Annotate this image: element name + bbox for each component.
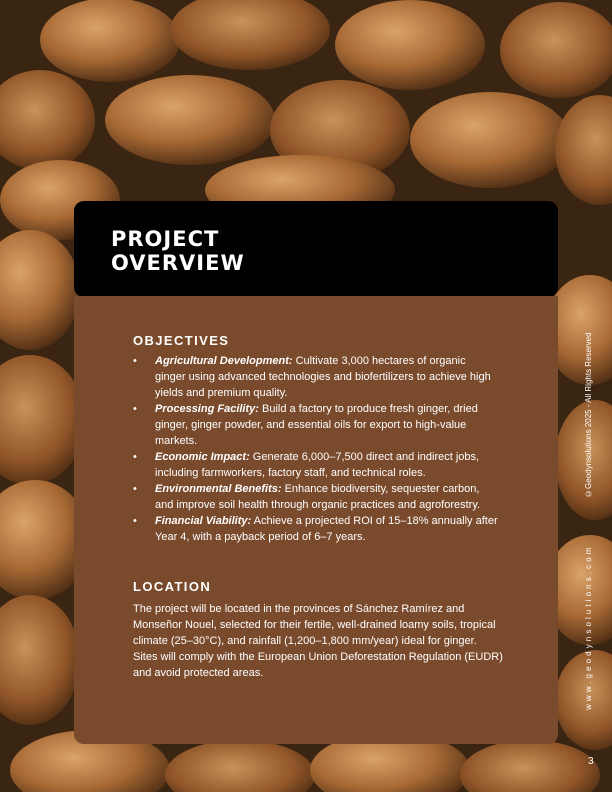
page-number: 3: [588, 756, 594, 767]
objectives-heading: OBJECTIVES: [133, 333, 230, 348]
objective-item: [133, 449, 498, 481]
title-banner: [74, 201, 558, 297]
page-title: PROJECT OVERVIEW: [111, 227, 245, 275]
copyright-notice: ©Geodynsolutions 2025 - All Rights Reserved: [584, 332, 593, 499]
location-heading: LOCATION: [133, 579, 212, 594]
objective-text: Generate 6,000–7,500 direct and indirect jobs, including farmworkers, factory staff, and technical roles.: [155, 451, 480, 479]
objective-label: Economic Impact:: [155, 451, 250, 463]
objective-text: Achieve a projected ROI of 15–18% annually after Year 4, with a payback period of 6–7 years.: [155, 515, 498, 543]
objectives-list: [133, 353, 498, 545]
objective-label: Processing Facility:: [155, 403, 259, 415]
objective-label: Agricultural Development:: [155, 355, 293, 367]
objective-item: [133, 513, 498, 545]
objective-text: Enhance biodiversity, sequester carbon, and improve soil health through organic practices and agroforestry.: [155, 483, 481, 511]
objective-text: Cultivate 3,000 hectares of organic ginger using advanced technologies and biofertilizers to achieve high yields and premium quality.: [155, 355, 491, 399]
website-url: www.geodynsolutions.com: [584, 544, 593, 710]
objective-text: Build a factory to produce fresh ginger, dried ginger, ginger powder, and essential oils for export to high-value markets.: [155, 403, 478, 447]
objective-item: [133, 401, 498, 449]
content-panel: [74, 296, 558, 744]
objective-label: Environmental Benefits:: [155, 483, 282, 495]
location-text: The project will be located in the provinces of Sánchez Ramírez and Monseñor Nouel, selected for their fertile, well-drained loamy soils, tropical climate (25–30°C), and rainfall (1,200–1,800 mm/year) ideal for ginger. Sites will comply with the European Union Deforestation Regulation (EUDR) and avoid protected areas.: [133, 603, 503, 679]
objective-item: [133, 481, 498, 513]
objective-item: [133, 353, 498, 401]
side-margin-text: [584, 318, 600, 718]
objective-label: Financial Viability:: [155, 515, 252, 527]
